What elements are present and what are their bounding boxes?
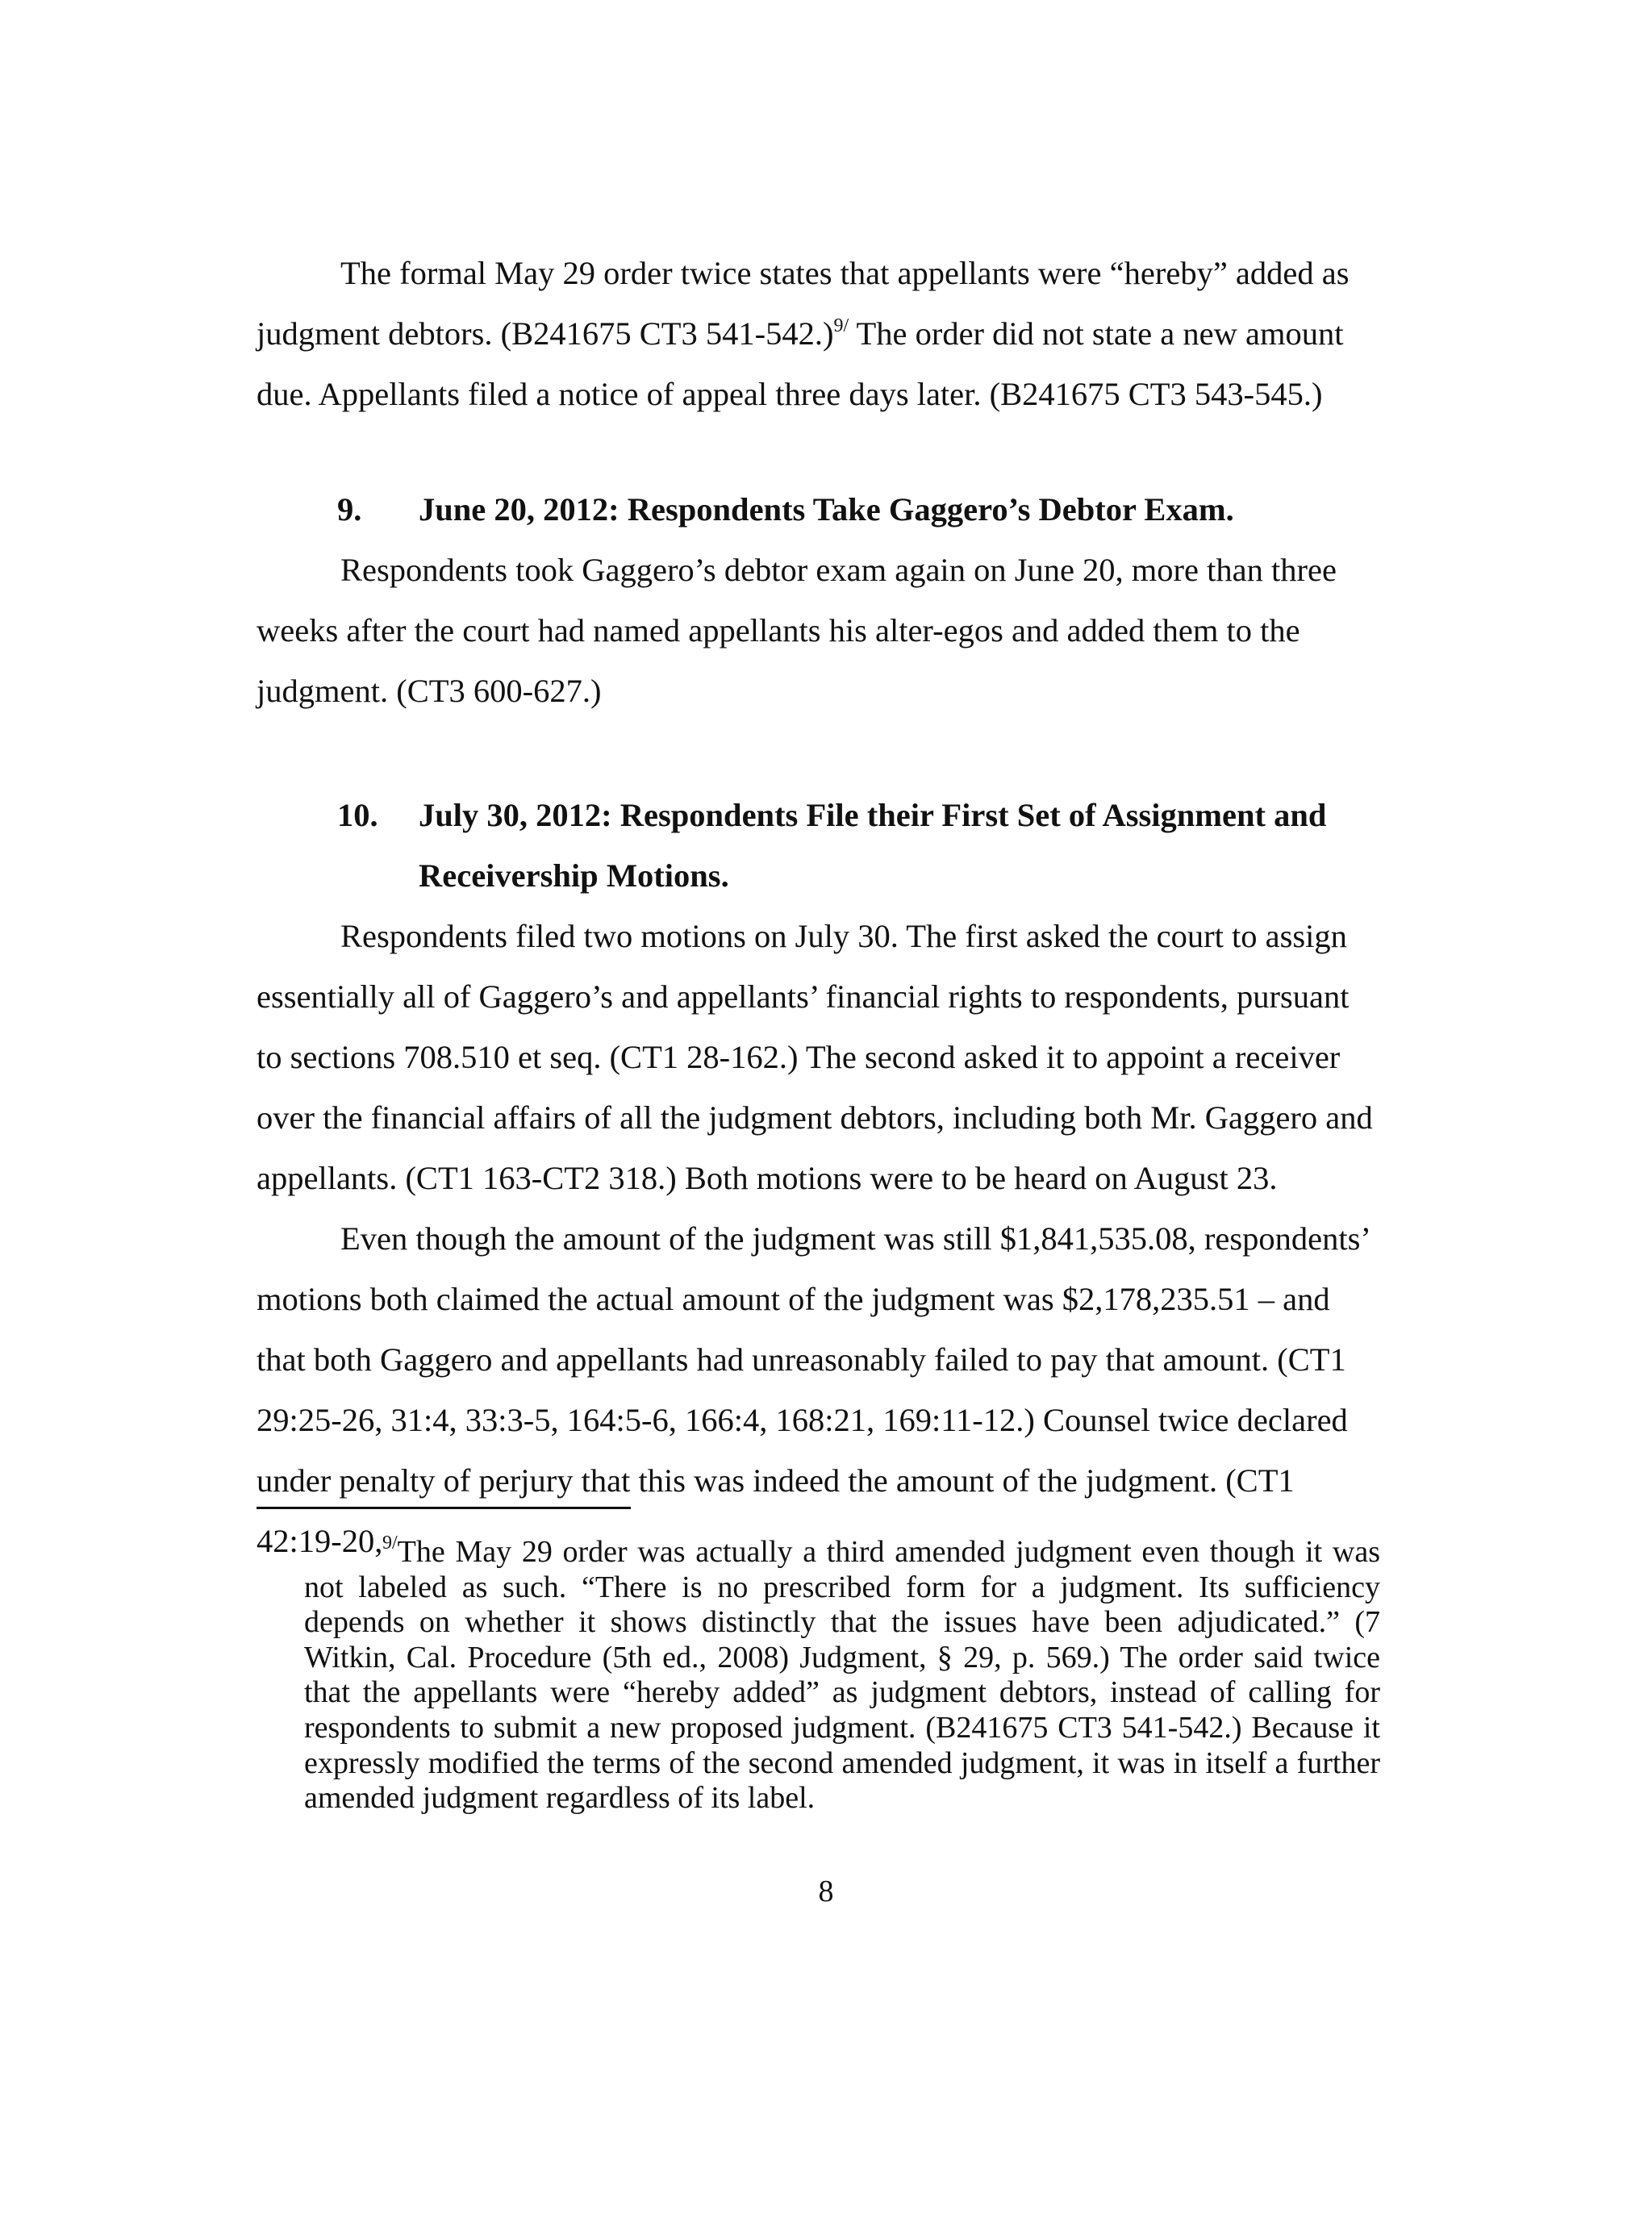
footnote-separator	[257, 1507, 631, 1509]
footnote-marker: 9/	[382, 1533, 398, 1553]
section-10-heading	[337, 785, 1386, 906]
section-10-heading-line-1	[337, 785, 1386, 845]
section-10-paragraph-1: Respondents filed two motions on July 30. The first asked the court to assign essentially all of Gaggero’s and appellants’ financial rights to respondents, pursuant to sections 708.510 et seq. (CT1 28-162.) The second asked it to appoint a receiver over the financial affairs of all the judgment debtors, including both Mr. Gaggero and appellants. (CT1 163-CT2 318.) Both motions were to be heard on August 23.	[257, 918, 1373, 1196]
footnote	[304, 1535, 1380, 1816]
section-9-heading	[337, 479, 1386, 540]
section-10-paragraph-2: Even though the amount of the judgment was still $1,841,535.08, respondents’ motions both claimed the actual amount of the judgment was $2,178,235.51 – and that both Gaggero and appellants had unreasonably failed to pay that amount. (CT1 29:25-26, 31:4, 33:3-5, 164:5-6, 166:4, 168:21, 169:11-12.) Counsel twice declared under penalty of perjury that this was indeed the amount of the judgment. (CT1 42:19-20,	[257, 1220, 1369, 1559]
intro-text-b: The order did not state a new amount due. Appellants filed a notice of appeal three days later. (B241675 CT3 543-545.)	[257, 315, 1344, 412]
section-10-number: 10.	[337, 797, 378, 833]
section-10-title-line-1: July 30, 2012: Respondents File their First Set of Assignment and	[419, 797, 1327, 833]
section-9-title: June 20, 2012: Respondents Take Gaggero’s Debtor Exam.	[419, 491, 1234, 528]
footnote-text: The May 29 order was actually a third amended judgment even though it was not labeled as such. “There is no prescribed form for a judgment. Its sufficiency depends on whether it shows distinctly that the issues have been adjudicated.” (7 Witkin, Cal. Procedure (5th ed., 2008) Judgment, § 29, p. 569.) The order said twice that the appellants were “hereby added” as judgment debtors, instead of calling for respondents to submit a new proposed judgment. (B241675 CT3 541-542.) Because it expressly modified the terms of the second amended judgment, it was in itself a further amended judgment regardless of its label.	[304, 1535, 1380, 1816]
section-10-title-line-2: Receivership Motions.	[419, 857, 729, 894]
page-number: 8	[818, 1875, 834, 1908]
intro-paragraph	[257, 243, 1383, 424]
section-9-number: 9.	[337, 491, 362, 528]
footnote-reference: 9/	[833, 315, 849, 336]
intro-text-a: The formal May 29 order twice states that appellants were “hereby” added as judgment debtors. (B241675 CT3 541-542.)	[257, 255, 1350, 352]
section-9-paragraph: Respondents took Gaggero’s debtor exam again on June 20, more than three weeks after the court had named appellants his alter-egos and added them to the judgment. (CT3 600-627.)	[257, 552, 1337, 709]
